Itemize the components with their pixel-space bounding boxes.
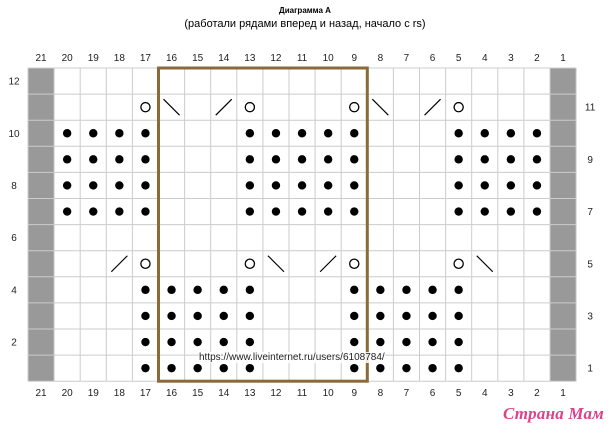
column-number-bottom: 10 [322, 388, 334, 400]
column-number-bottom: 9 [351, 388, 358, 400]
stitch-purl-r10c10 [324, 129, 332, 137]
stitch-purl-r8c18 [115, 181, 123, 189]
stitch-purl-r4c13 [246, 286, 254, 294]
column-number-bottom: 4 [481, 388, 488, 400]
stitch-purl-r10c9 [350, 129, 358, 137]
stitch-purl-r1c5 [454, 364, 462, 372]
column-number-top: 3 [508, 53, 514, 64]
column-number-top: 10 [322, 53, 334, 64]
stitch-purl-r7c10 [324, 207, 332, 215]
column-number-top: 19 [87, 53, 99, 64]
column-number-top: 15 [192, 53, 204, 64]
column-number-bottom: 6 [429, 388, 436, 400]
column-number-top: 21 [35, 53, 47, 64]
column-number-top: 1 [560, 53, 566, 64]
stitch-purl-r2c17 [141, 338, 149, 346]
stitch-purl-r3c13 [246, 312, 254, 320]
column-number-bottom: 1 [560, 388, 566, 400]
stitch-purl-r7c5 [454, 207, 462, 215]
stitch-purl-r9c11 [298, 155, 306, 163]
column-number-top: 5 [455, 53, 462, 64]
stitch-purl-r2c8 [376, 338, 384, 346]
stitch-k2tog-r5c18 [111, 256, 127, 272]
stitch-purl-r10c5 [454, 129, 462, 137]
column-number-bottom: 18 [113, 388, 125, 400]
stitch-purl-r8c11 [298, 181, 306, 189]
column-number-top: 4 [481, 53, 488, 64]
column-number-bottom: 19 [87, 388, 99, 400]
stitch-purl-r2c5 [454, 338, 462, 346]
stitch-purl-r9c18 [115, 155, 123, 163]
row-number-left: 10 [8, 128, 20, 140]
column-number-top: 13 [244, 53, 256, 64]
stitch-purl-r2c14 [220, 338, 228, 346]
stitch-purl-r4c15 [193, 286, 201, 294]
stitch-purl-r1c13 [246, 364, 254, 372]
stitch-purl-r10c3 [507, 129, 515, 137]
stitch-purl-r4c14 [220, 286, 228, 294]
stitch-purl-r2c16 [167, 338, 175, 346]
stitch-purl-r8c4 [481, 181, 489, 189]
stitch-purl-r4c7 [402, 286, 410, 294]
stitch-purl-r10c11 [298, 129, 306, 137]
row-number-right: 1 [587, 363, 593, 375]
stitch-purl-r3c14 [220, 312, 228, 320]
column-number-top: 11 [296, 53, 308, 64]
stitch-purl-r1c7 [402, 364, 410, 372]
column-number-bottom: 2 [534, 388, 540, 400]
column-number-top: 16 [165, 53, 178, 64]
stitch-purl-r3c17 [141, 312, 149, 320]
column-number-bottom: 8 [377, 388, 384, 400]
row-number-right: 11 [584, 102, 596, 114]
stitch-purl-r3c8 [376, 312, 384, 320]
stitch-purl-r9c19 [89, 155, 97, 163]
stitch-purl-r7c11 [298, 207, 306, 215]
site-logo: Страна Мам [502, 404, 604, 423]
column-number-top: 17 [139, 53, 152, 64]
stitch-purl-r10c17 [141, 129, 149, 137]
stitch-purl-r9c5 [454, 155, 462, 163]
column-number-top: 8 [377, 53, 384, 64]
column-number-bottom: 20 [61, 388, 73, 400]
stitch-yarn-over-r5c13 [245, 259, 254, 268]
stitch-purl-r2c9 [350, 338, 358, 346]
stitch-purl-r8c12 [272, 181, 280, 189]
stitch-purl-r8c19 [89, 181, 97, 189]
stitch-ssk-r5c12 [268, 256, 284, 272]
column-number-top: 7 [403, 53, 410, 64]
stitch-purl-r9c2 [533, 155, 541, 163]
stitch-yarn-over-r11c17 [141, 103, 150, 112]
stitch-purl-r1c16 [167, 364, 175, 372]
stitch-purl-r10c12 [272, 129, 280, 137]
stitch-purl-r9c12 [272, 155, 280, 163]
stitch-purl-r7c20 [63, 207, 71, 215]
stitch-purl-r7c2 [533, 207, 541, 215]
stitch-purl-r1c14 [220, 364, 228, 372]
column-number-top: 9 [351, 53, 358, 64]
row-number-right: 3 [587, 311, 593, 323]
stitch-purl-r1c15 [193, 364, 201, 372]
column-number-bottom: 7 [403, 388, 410, 400]
stitch-k2tog-r11c6 [425, 99, 441, 115]
stitch-purl-r7c13 [246, 207, 254, 215]
stitch-ssk-r11c8 [372, 99, 388, 115]
column-number-bottom: 13 [244, 388, 256, 400]
stitch-yarn-over-r11c9 [350, 103, 359, 112]
stitch-purl-r1c9 [350, 364, 358, 372]
stitch-k2tog-r11c14 [216, 99, 232, 115]
column-number-bottom: 3 [508, 388, 514, 400]
row-number-left: 12 [8, 76, 20, 88]
stitch-purl-r8c10 [324, 181, 332, 189]
stitch-purl-r10c2 [533, 129, 541, 137]
column-number-bottom: 17 [139, 388, 152, 400]
stitch-yarn-over-r11c13 [245, 103, 254, 112]
chart-title: Диаграмма А [279, 6, 331, 15]
column-number-bottom: 21 [35, 388, 47, 400]
stitch-purl-r7c4 [481, 207, 489, 215]
stitch-ssk-r11c16 [164, 99, 180, 115]
stitch-purl-r2c13 [246, 338, 254, 346]
stitch-purl-r10c19 [89, 129, 97, 137]
stitch-purl-r8c2 [533, 181, 541, 189]
column-number-bottom: 11 [296, 388, 308, 400]
stitch-purl-r3c6 [428, 312, 436, 320]
stitch-purl-r7c19 [89, 207, 97, 215]
stitch-purl-r9c9 [350, 155, 358, 163]
stitch-purl-r4c5 [454, 286, 462, 294]
stitch-purl-r8c9 [350, 181, 358, 189]
stitch-purl-r10c13 [246, 129, 254, 137]
row-number-left: 2 [11, 337, 17, 349]
row-number-right: 7 [587, 207, 593, 219]
column-number-top: 18 [113, 53, 125, 64]
stitch-symbols [63, 99, 541, 372]
stitch-yarn-over-r5c9 [350, 259, 359, 268]
stitch-purl-r4c9 [350, 286, 358, 294]
stitch-purl-r2c6 [428, 338, 436, 346]
stitch-purl-r10c20 [63, 129, 71, 137]
stitch-k2tog-r5c10 [320, 256, 336, 272]
watermark-url: https://www.liveinternet.ru/users/6108784/ [199, 352, 385, 363]
column-number-top: 20 [61, 53, 73, 64]
row-number-left: 4 [11, 285, 17, 297]
stitch-purl-r9c20 [63, 155, 71, 163]
row-number-right: 9 [587, 154, 593, 166]
stitch-purl-r4c17 [141, 286, 149, 294]
stitch-purl-r3c15 [193, 312, 201, 320]
stitch-yarn-over-r11c5 [454, 103, 463, 112]
column-number-top: 2 [534, 53, 540, 64]
stitch-purl-r9c13 [246, 155, 254, 163]
stitch-purl-r4c16 [167, 286, 175, 294]
stitch-purl-r9c3 [507, 155, 515, 163]
stitch-purl-r3c9 [350, 312, 358, 320]
stitch-purl-r8c13 [246, 181, 254, 189]
stitch-purl-r4c8 [376, 286, 384, 294]
axis-labels [8, 53, 595, 399]
stitch-yarn-over-r5c5 [454, 259, 463, 268]
column-number-bottom: 16 [165, 388, 178, 400]
stitch-yarn-over-r5c17 [141, 259, 150, 268]
row-number-left: 8 [11, 180, 17, 192]
stitch-purl-r7c9 [350, 207, 358, 215]
stitch-purl-r8c3 [507, 181, 515, 189]
stitch-purl-r1c6 [428, 364, 436, 372]
stitch-ssk-r5c4 [477, 256, 493, 272]
stitch-purl-r2c15 [193, 338, 201, 346]
column-number-bottom: 14 [218, 388, 230, 400]
column-number-top: 6 [429, 53, 436, 64]
stitch-purl-r10c4 [481, 129, 489, 137]
column-number-top: 14 [218, 53, 230, 64]
stitch-purl-r7c3 [507, 207, 515, 215]
chart-subtitle: (работали рядами вперед и назад, начало с rs) [184, 18, 426, 30]
stitch-purl-r1c17 [141, 364, 149, 372]
stitch-purl-r7c12 [272, 207, 280, 215]
stitch-purl-r9c17 [141, 155, 149, 163]
column-number-bottom: 12 [270, 388, 282, 400]
column-number-bottom: 15 [192, 388, 204, 400]
stitch-purl-r2c7 [402, 338, 410, 346]
stitch-purl-r8c5 [454, 181, 462, 189]
stitch-purl-r10c18 [115, 129, 123, 137]
stitch-purl-r9c10 [324, 155, 332, 163]
stitch-purl-r8c17 [141, 181, 149, 189]
column-number-top: 12 [270, 53, 282, 64]
stitch-purl-r1c8 [376, 364, 384, 372]
stitch-purl-r9c4 [481, 155, 489, 163]
stitch-purl-r3c16 [167, 312, 175, 320]
stitch-purl-r3c5 [454, 312, 462, 320]
row-number-left: 6 [11, 233, 17, 245]
column-number-bottom: 5 [455, 388, 462, 400]
stitch-purl-r4c6 [428, 286, 436, 294]
stitch-purl-r3c7 [402, 312, 410, 320]
grid-lines [28, 68, 576, 381]
stitch-purl-r7c18 [115, 207, 123, 215]
stitch-purl-r8c20 [63, 181, 71, 189]
row-number-right: 5 [587, 259, 593, 271]
stitch-purl-r7c17 [141, 207, 149, 215]
